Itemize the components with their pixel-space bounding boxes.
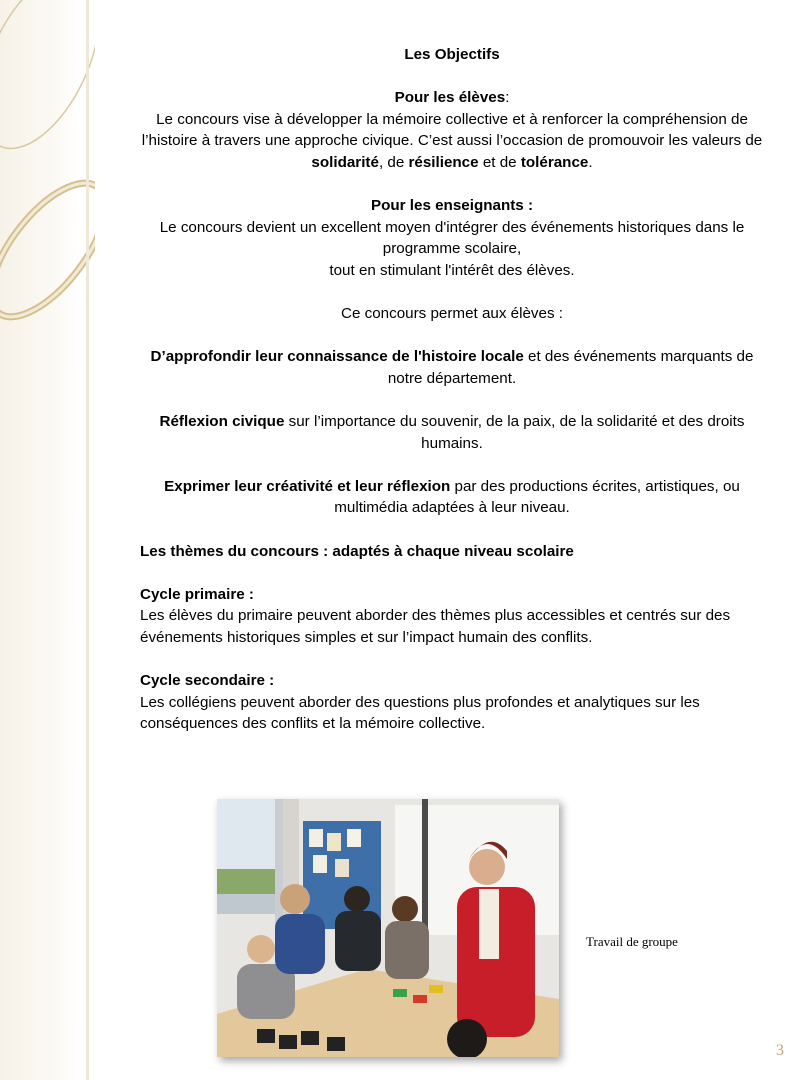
decorative-sidebar <box>0 0 95 1080</box>
themes-heading: Les thèmes du concours : adaptés à chaque niveau scolaire <box>140 542 574 560</box>
allows-intro: Ce concours permet aux élèves : <box>340 305 563 323</box>
objective-local-history: D’approfondir leur connaissance de l'histoire locale et des événements marquants de notre département. <box>150 348 754 387</box>
classroom-photo <box>217 799 559 1057</box>
objective-civic: Réflexion civique sur l’importance du souvenir, de la paix, de la solidarité et des droits humains. <box>159 413 745 452</box>
teachers-heading: Pour les enseignants : <box>370 197 534 215</box>
objective-creativity: Exprimer leur créativité et leur réflexion par des productions écrites, artistiques, ou multimédia adaptées à leur niveau. <box>164 477 740 517</box>
primary-text: Les élèves du primaire peuvent aborder des thèmes plus accessibles et centrés sur des événements historiques simples et sur l’impact humain des conflits. <box>140 607 731 647</box>
section-title: Les Objectifs <box>404 46 500 63</box>
secondary-heading: Cycle secondaire : <box>140 672 275 690</box>
photo-caption: Travail de groupe <box>586 934 678 949</box>
secondary-text: Les collégiens peuvent aborder des questions plus profondes et analytiques sur les conséquences des conflits et la mémoire collective. <box>140 693 700 733</box>
students-text: Le concours vise à développer la mémoire collective et à renforcer la compréhension de l’histoire à travers une approche civique. C’est aussi l’occasion de promouvoir les valeurs de solidarité, de résilience et de tolérance. <box>141 110 763 171</box>
page-number: 3 <box>776 1042 784 1059</box>
teachers-text: Le concours devient un excellent moyen d'intégrer des événements historiques dans le programme scolaire, <box>159 218 745 258</box>
primary-heading: Cycle primaire : <box>140 585 254 603</box>
teachers-text-2: tout en stimulant l'intérêt des élèves. <box>329 261 575 279</box>
decorative-rings <box>0 0 95 340</box>
document-body <box>140 44 764 735</box>
students-heading: Pour les élèves: <box>394 89 510 107</box>
